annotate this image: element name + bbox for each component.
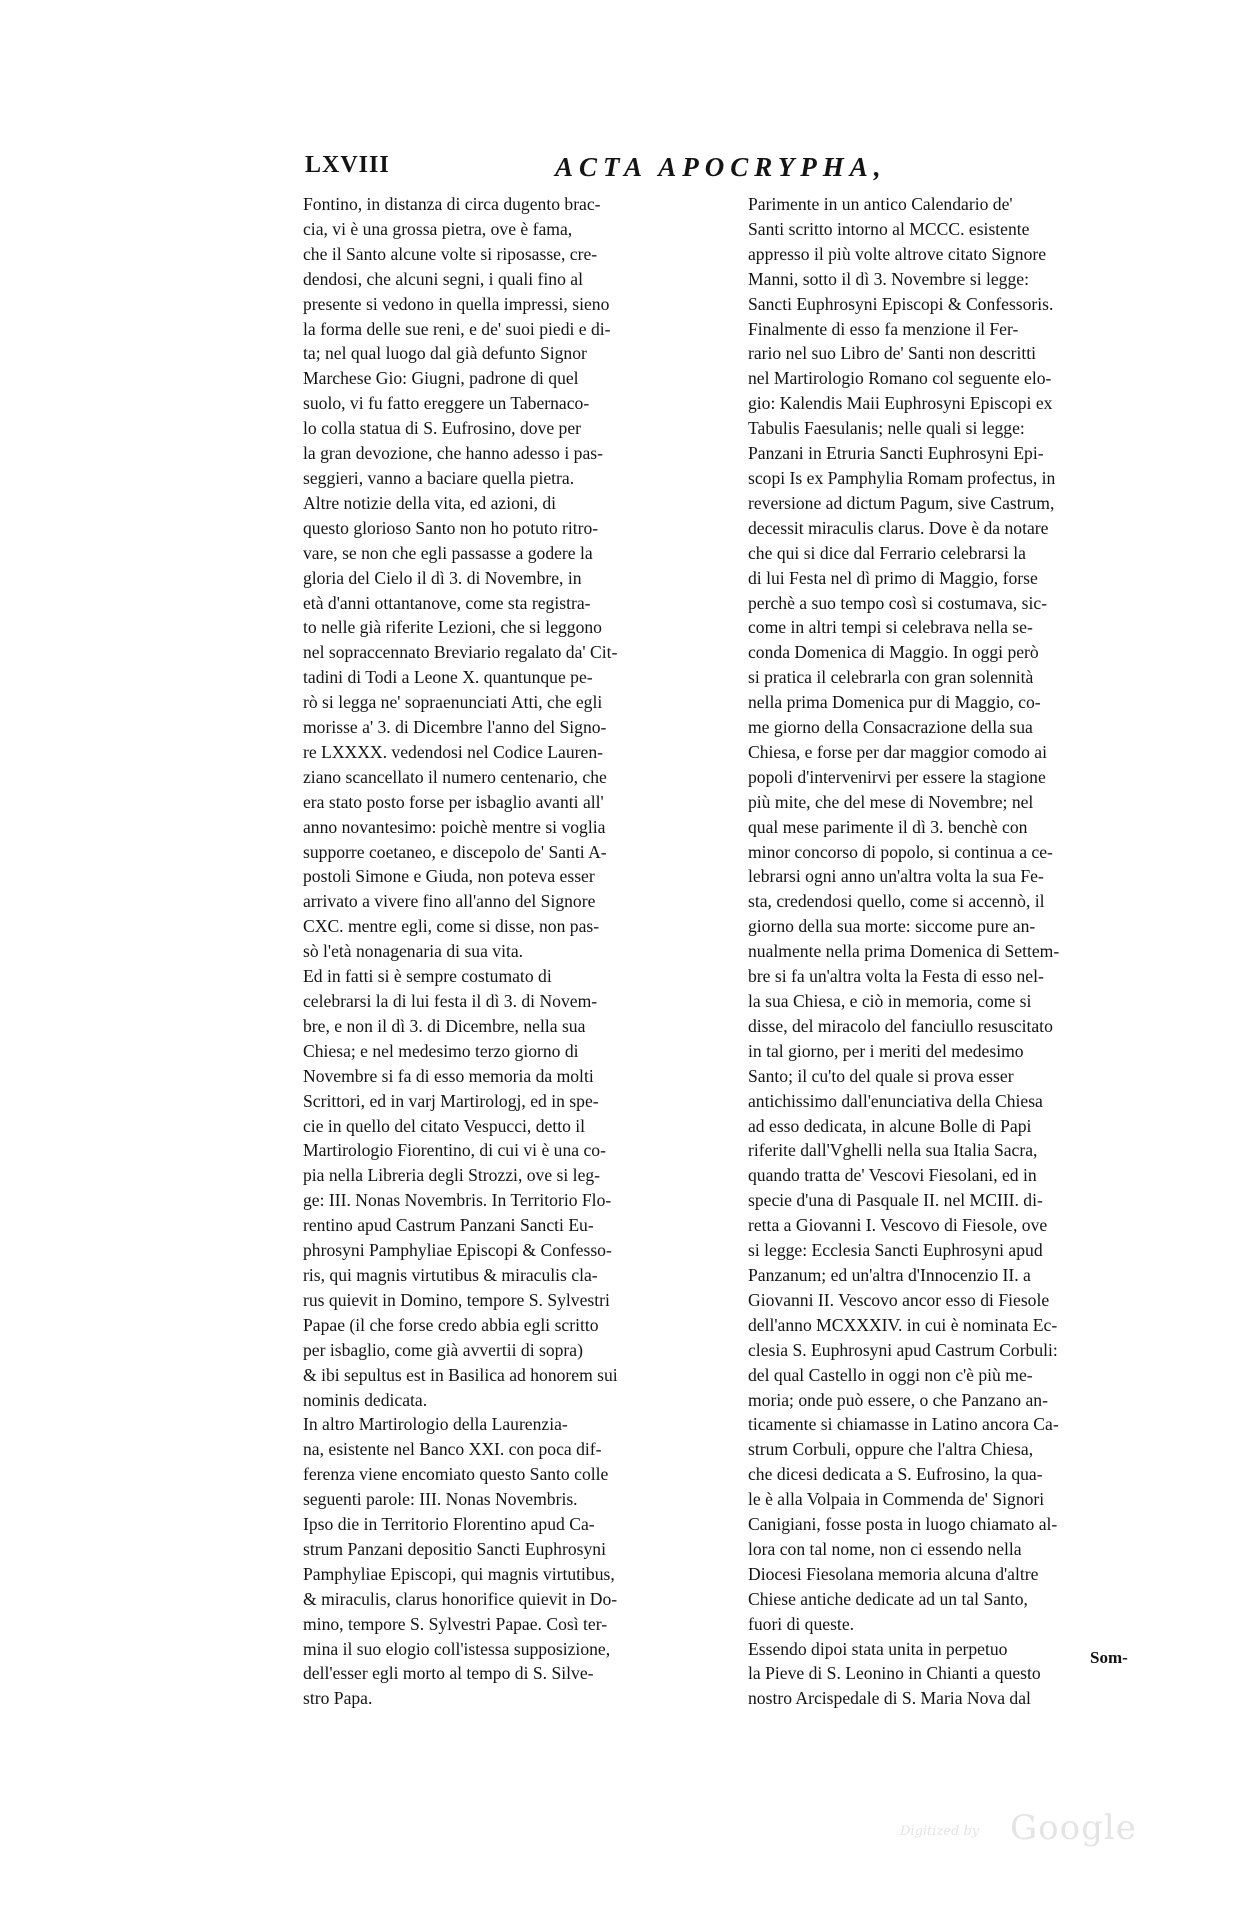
text-line: gio: Kalendis Maii Euphrosyni Episcopi ex bbox=[748, 393, 1053, 414]
text-line: bre, e non il dì 3. di Dicembre, nella sua bbox=[303, 1015, 586, 1036]
text-line: Martirologio Fiorentino, di cui vi è una co- bbox=[303, 1140, 606, 1161]
catchword: Som- bbox=[1090, 1648, 1128, 1667]
text-line: di lui Festa nel dì primo di Maggio, forse bbox=[748, 567, 1038, 588]
text-line: & ibi sepultus est in Basilica ad honorem sui bbox=[303, 1364, 618, 1385]
text-line: nella prima Domenica pur di Maggio, co- bbox=[748, 692, 1041, 713]
text-line: popoli d'intervenirvi per essere la stagione bbox=[748, 766, 1046, 787]
text-line: Tabulis Faesulanis; nelle quali si legge: bbox=[748, 418, 1025, 439]
text-line: la gran devozione, che hanno adesso i pas- bbox=[303, 443, 603, 464]
text-line: arrivato a vivere fino all'anno del Signore bbox=[303, 891, 596, 912]
text-line: nominis dedicata. bbox=[303, 1389, 428, 1410]
left-text-column bbox=[303, 192, 715, 1711]
text-line: Panzani in Etruria Sancti Euphrosyni Epi- bbox=[748, 443, 1044, 464]
text-line: sta, credendosi quello, come si accennò, il bbox=[748, 891, 1045, 912]
text-line: moria; onde può essere, o che Panzano an- bbox=[748, 1389, 1048, 1410]
text-line: reversione ad dictum Pagum, sive Castrum, bbox=[748, 492, 1055, 513]
text-line: cia, vi è una grossa pietra, ove è fama, bbox=[303, 218, 573, 239]
text-line: riferite dall'Vghelli nella sua Italia Sacra, bbox=[748, 1140, 1038, 1161]
text-line: specie d'una di Pasquale II. nel MCIII. di- bbox=[748, 1190, 1043, 1211]
text-line: appresso il più volte altrove citato Signore bbox=[748, 243, 1047, 264]
text-line: la sua Chiesa, e ciò in memoria, come si bbox=[748, 991, 1032, 1011]
text-line: retta a Giovanni I. Vescovo di Fiesole, ove bbox=[748, 1215, 1048, 1236]
text-line: in tal giorno, per i meriti del medesimo bbox=[748, 1040, 1024, 1061]
text-line: morisse a' 3. di Dicembre l'anno del Signo- bbox=[303, 717, 607, 738]
text-line: giorno della sua morte: siccome pure an- bbox=[748, 916, 1036, 937]
text-line: vare, se non che egli passasse a godere la bbox=[303, 542, 593, 563]
text-line: Parimente in un antico Calendario de' bbox=[748, 194, 1013, 214]
digitization-watermark bbox=[900, 1808, 1160, 1848]
text-line: nel sopraccennato Breviario regalato da' Cit- bbox=[303, 642, 618, 663]
text-line: che qui si dice dal Ferrario celebrarsi la bbox=[748, 542, 1026, 563]
text-line: lo colla statua di S. Eufrosino, dove per bbox=[303, 418, 582, 439]
text-line: ad esso dedicata, in alcune Bolle di Papi bbox=[748, 1115, 1032, 1136]
text-line: celebrarsi la di lui festa il dì 3. di Novem- bbox=[303, 991, 598, 1011]
text-line: Canigiani, fosse posta in luogo chiamato al- bbox=[748, 1514, 1058, 1535]
watermark-logo-text: Google bbox=[1010, 1808, 1137, 1848]
running-head: ACTA APOCRYPHA, bbox=[555, 152, 887, 182]
page-header bbox=[305, 152, 1165, 192]
text-line: Marchese Gio: Giugni, padrone di quel bbox=[303, 368, 579, 389]
text-line: Pamphyliae Episcopi, qui magnis virtutibus, bbox=[303, 1563, 615, 1584]
text-line: nualmente nella prima Domenica di Settem- bbox=[748, 941, 1060, 962]
text-line: le è alla Volpaia in Commenda de' Signori bbox=[748, 1489, 1045, 1510]
text-line: bre si fa un'altra volta la Festa di esso nel- bbox=[748, 966, 1044, 987]
text-line: questo glorioso Santo non ho potuto ritro- bbox=[303, 517, 599, 538]
text-line: rario nel suo Libro de' Santi non descritti bbox=[748, 343, 1037, 364]
text-line: Santo; il cu'to del quale si prova esser bbox=[748, 1065, 1014, 1086]
text-line: stro Papa. bbox=[303, 1688, 373, 1709]
text-line: dell'esser egli morto al tempo di S. Silve- bbox=[303, 1663, 594, 1684]
text-line: strum Panzani depositio Sancti Euphrosyni bbox=[303, 1538, 606, 1559]
text-line: Diocesi Fiesolana memoria alcuna d'altre bbox=[748, 1563, 1039, 1584]
text-line: & miraculis, clarus honorifice quievit in Do- bbox=[303, 1588, 618, 1609]
text-line: lora con tal nome, non ci essendo nella bbox=[748, 1538, 1022, 1559]
text-line: ta; nel qual luogo dal già defunto Signor bbox=[303, 343, 587, 364]
text-line: ge: III. Nonas Novembris. In Territorio Flo- bbox=[303, 1190, 612, 1211]
text-line: Scrittori, ed in varj Martirologj, ed in spe- bbox=[303, 1090, 599, 1111]
text-line: si legge: Ecclesia Sancti Euphrosyni apud bbox=[748, 1240, 1043, 1261]
text-line: ris, qui magnis virtutibus & miraculis cla- bbox=[303, 1264, 598, 1285]
text-line: Panzanum; ed un'altra d'Innocenzio II. a bbox=[748, 1264, 1031, 1285]
text-line: la forma delle sue reni, e de' suoi piedi e di- bbox=[303, 318, 611, 339]
text-line: mina il suo elogio coll'istessa supposizione, bbox=[303, 1638, 611, 1659]
text-line: che il Santo alcune volte si riposasse, cre- bbox=[303, 243, 598, 264]
text-line: CXC. mentre egli, come si disse, non pas- bbox=[303, 916, 600, 937]
text-line: Altre notizie della vita, ed azioni, di bbox=[303, 492, 557, 513]
text-line: In altro Martirologio della Laurenzia- bbox=[303, 1414, 568, 1435]
text-line: perchè a suo tempo così si costumava, sic- bbox=[748, 592, 1048, 613]
text-line: come in altri tempi si celebrava nella se- bbox=[748, 617, 1033, 638]
text-line: fuori di queste. bbox=[748, 1613, 855, 1634]
watermark-caption: Digitized by bbox=[900, 1824, 980, 1839]
text-line: dendosi, che alcuni segni, i quali fino al bbox=[303, 268, 583, 289]
text-line: antichissimo dall'enunciativa della Chiesa bbox=[748, 1090, 1043, 1111]
text-line: nostro Arcispedale di S. Maria Nova dal bbox=[748, 1688, 1031, 1709]
text-line: strum Corbuli, oppure che l'altra Chiesa, bbox=[748, 1439, 1034, 1460]
text-line: na, esistente nel Banco XXI. con poca dif- bbox=[303, 1439, 602, 1460]
text-line: Manni, sotto il dì 3. Novembre si legge: bbox=[748, 268, 1029, 289]
text-line: to nelle già riferite Lezioni, che si leggono bbox=[303, 617, 602, 638]
text-line: conda Domenica di Maggio. In oggi però bbox=[748, 642, 1039, 663]
text-line: presente si vedono in quella impressi, sieno bbox=[303, 293, 610, 314]
text-line: cie in quello del citato Vespucci, detto il bbox=[303, 1115, 586, 1136]
text-line: re LXXXX. vedendosi nel Codice Lauren- bbox=[303, 741, 603, 762]
text-line: mino, tempore S. Sylvestri Papae. Così ter- bbox=[303, 1613, 608, 1634]
text-line: ferenza viene encomiato questo Santo colle bbox=[303, 1464, 609, 1485]
text-line: anno novantesimo: poichè mentre si voglia bbox=[303, 816, 606, 837]
text-line: qual mese parimente il dì 3. benchè con bbox=[748, 816, 1028, 837]
text-line: rentino apud Castrum Panzani Sancti Eu- bbox=[303, 1215, 594, 1236]
folio-number: LXVIII bbox=[305, 152, 390, 178]
text-line: ziano scancellato il numero centenario, che bbox=[303, 766, 607, 787]
text-line: Papae (il che forse credo abbia egli scritto bbox=[303, 1314, 599, 1335]
text-line: età d'anni ottantanove, come sta registra- bbox=[303, 592, 591, 613]
text-line: Chiese antiche dedicate ad un tal Santo, bbox=[748, 1588, 1028, 1609]
text-line: sò l'età nonagenaria di sua vita. bbox=[303, 941, 524, 962]
text-line: Chiesa, e forse per dar maggior comodo ai bbox=[748, 741, 1047, 762]
text-line: clesia S. Euphrosyni apud Castrum Corbuli: bbox=[748, 1339, 1058, 1360]
text-line: tadini di Todi a Leone X. quantunque pe- bbox=[303, 667, 593, 688]
right-text-column bbox=[748, 192, 1178, 1711]
text-line: Fontino, in distanza di circa dugento brac- bbox=[303, 194, 601, 214]
text-line: Santi scritto intorno al MCCC. esistente bbox=[748, 218, 1030, 239]
text-line: me giorno della Consacrazione della sua bbox=[748, 717, 1033, 738]
text-line: seguenti parole: III. Nonas Novembris. bbox=[303, 1489, 578, 1510]
text-line: per isbaglio, come già avvertii di sopra) bbox=[303, 1339, 583, 1360]
text-line: più mite, che del mese di Novembre; nel bbox=[748, 791, 1034, 812]
text-line: Chiesa; e nel medesimo terzo giorno di bbox=[303, 1040, 579, 1061]
text-line: era stato posto forse per isbaglio avanti all' bbox=[303, 791, 604, 812]
text-line: rò si legga ne' sopraenunciati Atti, che egli bbox=[303, 692, 603, 713]
text-line: rus quievit in Domino, tempore S. Sylvestri bbox=[303, 1289, 610, 1310]
text-line: ticamente si chiamasse in Latino ancora Ca- bbox=[748, 1414, 1059, 1435]
text-line: Giovanni II. Vescovo ancor esso di Fiesole bbox=[748, 1289, 1050, 1310]
text-line: seggieri, vanno a baciare quella pietra. bbox=[303, 467, 575, 488]
text-line: Finalmente di esso fa menzione il Fer- bbox=[748, 318, 1019, 339]
text-line: supporre coetaneo, e discepolo de' Santi A- bbox=[303, 841, 607, 862]
text-line: scopi Is ex Pamphylia Romam profectus, in bbox=[748, 467, 1056, 488]
text-line: pia nella Libreria degli Strozzi, ove si leg- bbox=[303, 1165, 601, 1186]
text-line: Essendo dipoi stata unita in perpetuo bbox=[748, 1638, 1008, 1659]
text-line: disse, del miracolo del fanciullo resuscitato bbox=[748, 1015, 1053, 1036]
text-line: minor concorso di popolo, si continua a ce- bbox=[748, 841, 1053, 862]
text-line: che dicesi dedicata a S. Eufrosino, la qua- bbox=[748, 1464, 1043, 1485]
text-line: dell'anno MCXXXIV. in cui è nominata Ec- bbox=[748, 1314, 1058, 1335]
text-line: si pratica il celebrarla con gran solennità bbox=[748, 667, 1034, 688]
text-line: decessit miraculis clarus. Dove è da notare bbox=[748, 517, 1049, 538]
text-line: quando tratta de' Vescovi Fiesolani, ed in bbox=[748, 1165, 1037, 1186]
text-line: del qual Castello in oggi non c'è più me- bbox=[748, 1364, 1033, 1385]
text-line: lebrarsi ogni anno un'altra volta la sua Fe- bbox=[748, 866, 1044, 887]
text-line: la Pieve di S. Leonino in Chianti a questo bbox=[748, 1663, 1041, 1684]
text-line: suolo, vi fu fatto ereggere un Tabernaco- bbox=[303, 393, 590, 414]
text-line: postoli Simone e Giuda, non poteva esser bbox=[303, 866, 595, 887]
text-line: Novembre si fa di esso memoria da molti bbox=[303, 1065, 594, 1086]
text-line: phrosyni Pamphyliae Episcopi & Confesso- bbox=[303, 1240, 612, 1261]
text-line: Ipso die in Territorio Florentino apud Ca- bbox=[303, 1514, 595, 1535]
text-line: nel Martirologio Romano col seguente elo- bbox=[748, 368, 1052, 389]
text-line: gloria del Cielo il dì 3. di Novembre, in bbox=[303, 567, 582, 588]
text-line: Sancti Euphrosyni Episcopi & Confessoris. bbox=[748, 293, 1054, 314]
text-line: Ed in fatti si è sempre costumato di bbox=[303, 966, 552, 987]
